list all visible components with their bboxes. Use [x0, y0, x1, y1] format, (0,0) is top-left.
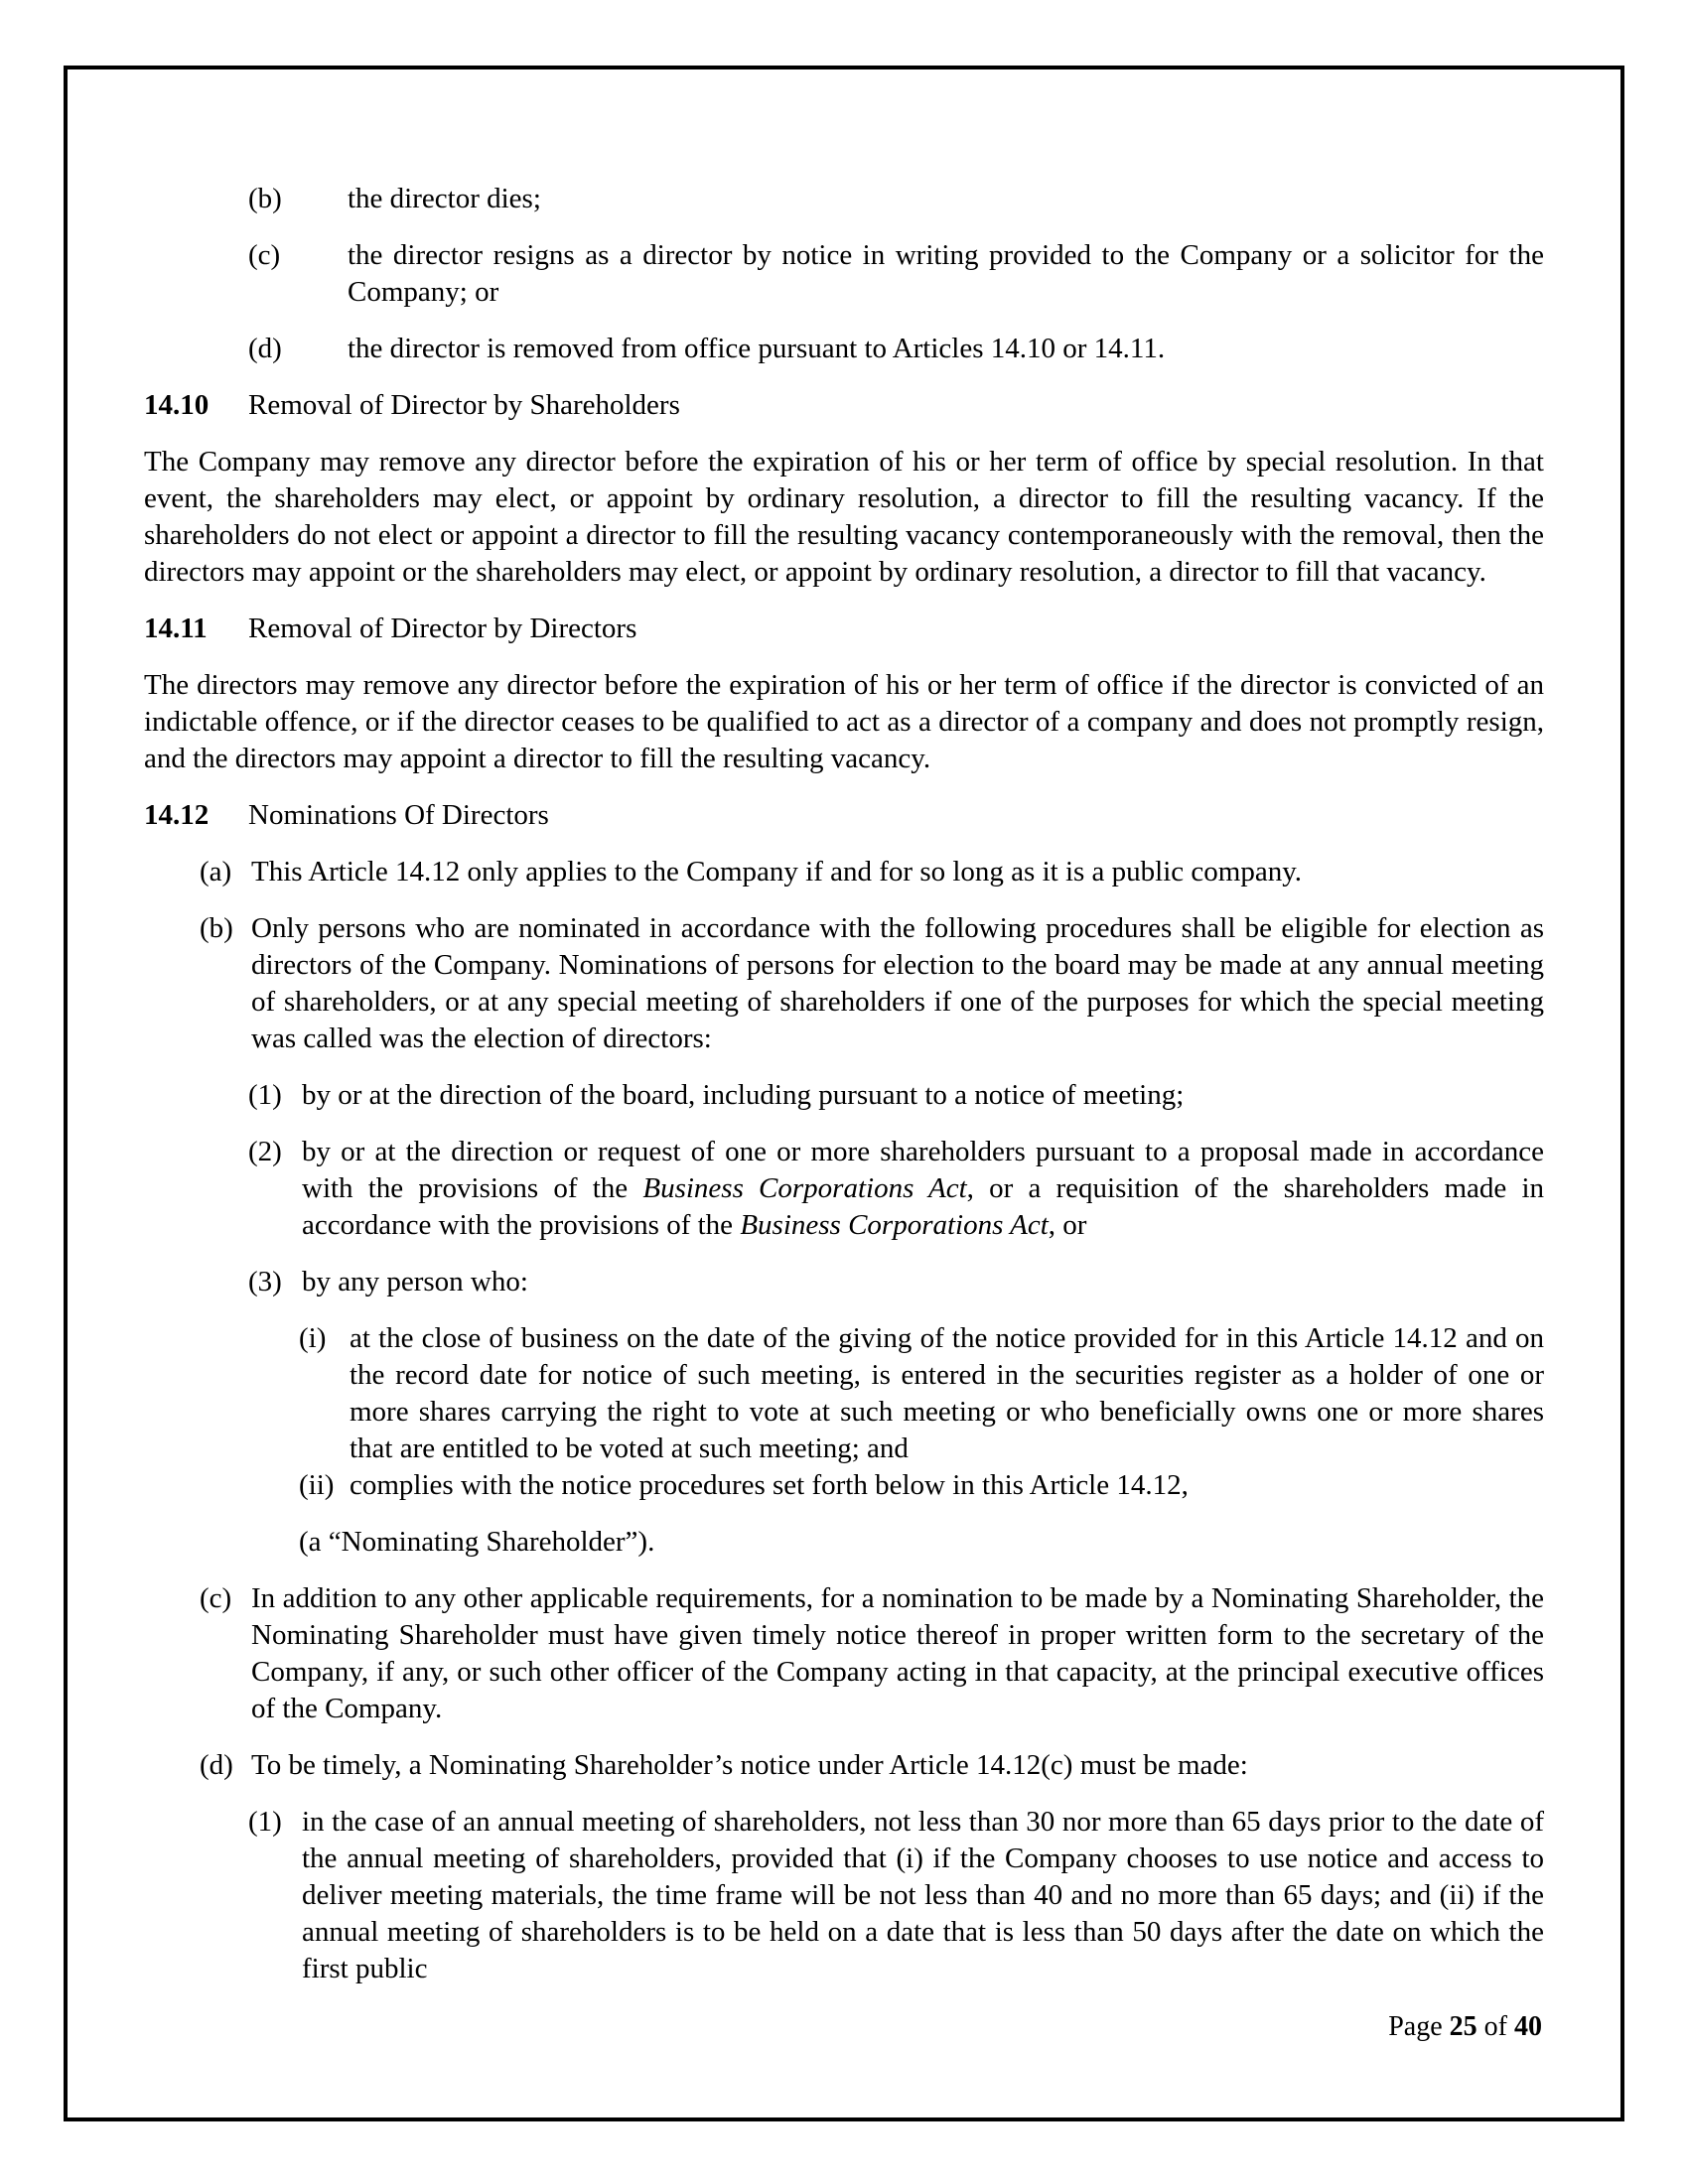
item-text: by or at the direction of the board, including pursuant to a notice of meeting; [302, 1079, 1185, 1111]
list-item-14-12-b-2 [248, 1134, 1544, 1244]
section-heading-14-10 [144, 387, 1544, 424]
list-item-14-12-d-1 [248, 1804, 1544, 1987]
nominating-shareholder-definition: (a “Nominating Shareholder”). [299, 1526, 655, 1558]
item-text: In addition to any other applicable requirements, for a nomination to be made by a Nominating Shareholder, the Nominating Shareholder must have given timely notice thereof in proper written form to the secretary of the Company, if any, or such other officer of the Company acting in that capacity, at the principal executive offices of the Company. [251, 1582, 1544, 1724]
item-text: the director is removed from office pursuant to Articles 14.10 or 14.11. [348, 333, 1166, 364]
list-item-14-12-a [200, 854, 1544, 890]
item-label: (a) [200, 856, 232, 887]
item-label: (d) [248, 333, 282, 364]
section-title: Nominations Of Directors [248, 799, 549, 831]
item-label: (1) [248, 1806, 282, 1838]
statute-name-italic: Business Corporations Act [740, 1209, 1049, 1241]
item-label: (1) [248, 1079, 282, 1111]
section-title: Removal of Director by Shareholders [248, 389, 680, 421]
item-label: (ii) [299, 1469, 335, 1501]
item-text: the director resigns as a director by notice in writing provided to the Company or a solicitor for the Company; or [348, 239, 1544, 308]
footer-page-word: Page [1388, 2011, 1450, 2042]
footer-page-total: 40 [1514, 2011, 1542, 2042]
list-item-b [248, 181, 1544, 217]
item-label: (3) [248, 1266, 282, 1297]
item-label: (c) [248, 239, 281, 271]
item-text: This Article 14.12 only applies to the Company if and for so long as it is a public company. [251, 856, 1303, 887]
section-heading-14-11 [144, 611, 1544, 647]
item-text: by any person who: [302, 1266, 528, 1297]
item-text: in the case of an annual meeting of shareholders, not less than 30 nor more than 65 days prior to the date of the annual meeting of shareholders, provided that (i) if the Company chooses to use notice and access to deliver meeting materials, the time frame will be not less than 40 and no more than 65 days; and (ii) if the annual meeting of shareholders is to be held on a date that is less than 50 days after the date on which the first public [302, 1806, 1544, 1984]
item-text-segment: by or at the direction or request of one or more shareholders pursuant to a proposal made in accordance with the provisions of the [302, 1136, 1544, 1204]
item-text: Only persons who are nominated in accordance with the following procedures shall be eligible for election as directors of the Company. Nominations of persons for election to the board may be made at any annual meeting of shareholders, or at any special meeting of shareholders if one of the purposes for which the special meeting was called was the election of directors: [251, 912, 1544, 1054]
list-item-c [248, 237, 1544, 311]
list-item-14-12-b [200, 910, 1544, 1057]
statute-name-italic: Business Corporations Act [642, 1172, 967, 1204]
section-number: 14.11 [144, 613, 208, 644]
list-item-14-12-d [200, 1747, 1544, 1784]
item-label: (c) [200, 1582, 232, 1614]
item-label: (b) [200, 912, 233, 944]
list-item-d [248, 331, 1544, 367]
list-item-14-12-b-1 [248, 1077, 1544, 1114]
list-item-14-12-b-3-i [299, 1320, 1544, 1467]
list-item-14-12-c [200, 1580, 1544, 1727]
footer-page-number [1388, 2010, 1542, 2044]
item-label: (b) [248, 183, 282, 214]
section-14-10-paragraph: The Company may remove any director before the expiration of his or her term of office by special resolution. In that event, the shareholders may elect, or appoint by ordinary resolution, a director to fill the resulting vacancy. If the shareholders do not elect or appoint a director to fill the resulting vacancy contemporaneously with the removal, then the directors may appoint or the shareholders may elect, or appoint by ordinary resolution, a director to fill that vacancy. [144, 446, 1544, 588]
footer-page-current: 25 [1449, 2011, 1477, 2042]
section-heading-14-12 [144, 797, 1544, 834]
section-title: Removal of Director by Directors [248, 613, 637, 644]
item-text: the director dies; [348, 183, 541, 214]
list-item-14-12-b-3 [248, 1264, 1544, 1300]
item-text-segment: , or [1048, 1209, 1087, 1241]
section-number: 14.12 [144, 799, 210, 831]
item-text-segment: , or a requisition of the shareholders made in accordance with the provisions of the [302, 1172, 1544, 1241]
item-label: (d) [200, 1749, 233, 1781]
item-label: (2) [248, 1136, 282, 1167]
item-text: at the close of business on the date of the giving of the notice provided for in this Article 14.12 and on the record date for notice of such meeting, is entered in the securities register as a holder of one or more shares carrying the right to vote at such meeting or who beneficially owns one or more shares that are entitled to be voted at such meeting; and [350, 1322, 1544, 1464]
item-text [302, 1134, 1544, 1244]
item-text: To be timely, a Nominating Shareholder’s notice under Article 14.12(c) must be made: [251, 1749, 1248, 1781]
section-14-11-paragraph: The directors may remove any director before the expiration of his or her term of office if the director is convicted of an indictable offence, or if the director ceases to be qualified to act as a director of a company and does not promptly resign, and the directors may appoint a director to fill the resulting vacancy. [144, 669, 1544, 774]
list-item-14-12-b-3-ii [299, 1467, 1544, 1504]
item-label: (i) [299, 1322, 327, 1354]
footer-of-word: of [1477, 2011, 1514, 2042]
section-number: 14.10 [144, 389, 210, 421]
item-text: complies with the notice procedures set forth below in this Article 14.12, [350, 1469, 1189, 1501]
document-content [144, 181, 1544, 2007]
